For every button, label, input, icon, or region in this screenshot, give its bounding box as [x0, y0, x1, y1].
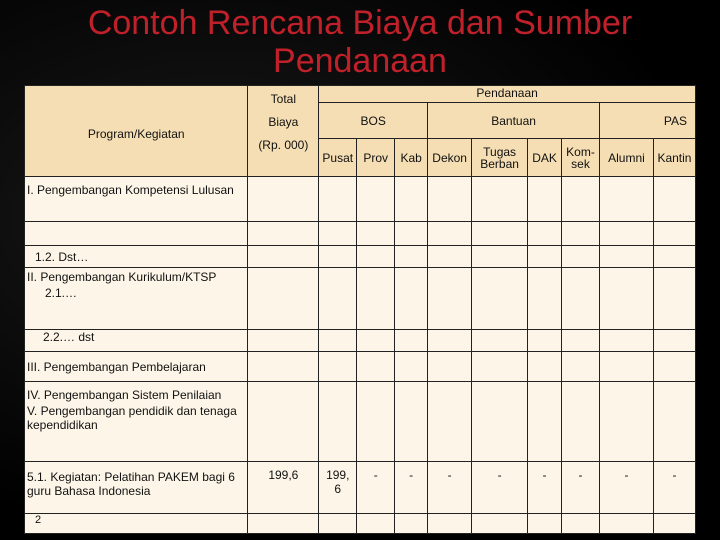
col-dekon: Dekon	[428, 139, 472, 177]
cell-kab: -	[395, 462, 428, 514]
row-label-v: V. Pengembangan pendidik dan tenaga kependidikan	[27, 404, 237, 432]
row-label-main: II. Pengembangan Kurikulum/KTSP	[27, 270, 217, 284]
row-label-iv: IV. Pengembangan Sistem Penilaian	[27, 388, 222, 402]
cell-tugas-berban: -	[472, 462, 528, 514]
cell-total: 199,6	[248, 462, 319, 514]
row-label	[25, 222, 248, 246]
row-label	[25, 382, 248, 462]
header-pendanaan: Pendanaan	[319, 86, 696, 103]
table-row	[25, 514, 696, 534]
row-label-sub: 2.1.…	[45, 286, 78, 300]
col-dak: DAK	[528, 139, 562, 177]
header-pas: PAS	[600, 103, 696, 139]
cell-kantin: -	[653, 462, 695, 514]
title-line-2: Pendanaan	[273, 42, 447, 80]
header-bantuan: Bantuan	[428, 103, 600, 139]
col-alumni: Alumni	[600, 139, 654, 177]
cell-komsek: -	[562, 462, 600, 514]
header-total-line2: Biaya	[268, 115, 299, 129]
col-komsek: Kom-sek	[562, 139, 600, 177]
header-bos: BOS	[319, 103, 428, 139]
table-row	[25, 352, 696, 382]
cell-prov: -	[357, 462, 395, 514]
table-row	[25, 382, 696, 462]
col-kab: Kab	[395, 139, 428, 177]
row-label: III. Pengembangan Pembelajaran	[25, 352, 248, 382]
row-label: 2.2.… dst	[25, 330, 248, 352]
header-total-line3: (Rp. 000)	[258, 138, 309, 152]
cell-dekon: -	[428, 462, 472, 514]
col-prov: Prov	[357, 139, 395, 177]
table-row	[25, 246, 696, 268]
row-label: 2	[25, 514, 248, 534]
budget-table	[24, 85, 696, 534]
col-pusat: Pusat	[319, 139, 357, 177]
col-kantin: Kantin	[653, 139, 695, 177]
table-row	[25, 177, 696, 222]
title-line-1: Contoh Rencana Biaya dan Sumber	[87, 4, 633, 42]
header-row-1	[25, 86, 696, 103]
table-row	[25, 222, 696, 246]
header-total	[248, 86, 319, 177]
row-label: I. Pengembangan Kompetensi Lulusan	[25, 177, 248, 222]
cell-pusat: 199, 6	[319, 462, 357, 514]
table-row	[25, 268, 696, 330]
col-tugas-berban: Tugas Berban	[472, 139, 528, 177]
row-label: 5.1. Kegiatan: Pelatihan PAKEM bagi 6 guru Bahasa Indonesia	[25, 462, 248, 514]
header-program: Program/Kegiatan	[25, 86, 248, 177]
table-row	[25, 462, 696, 514]
header-total-line1: Total	[270, 92, 297, 106]
row-label: 1.2. Dst…	[25, 246, 248, 268]
table-row	[25, 330, 696, 352]
page-title	[0, 4, 720, 80]
cell-dak: -	[528, 462, 562, 514]
cell-alumni: -	[600, 462, 654, 514]
row-label	[25, 268, 248, 330]
